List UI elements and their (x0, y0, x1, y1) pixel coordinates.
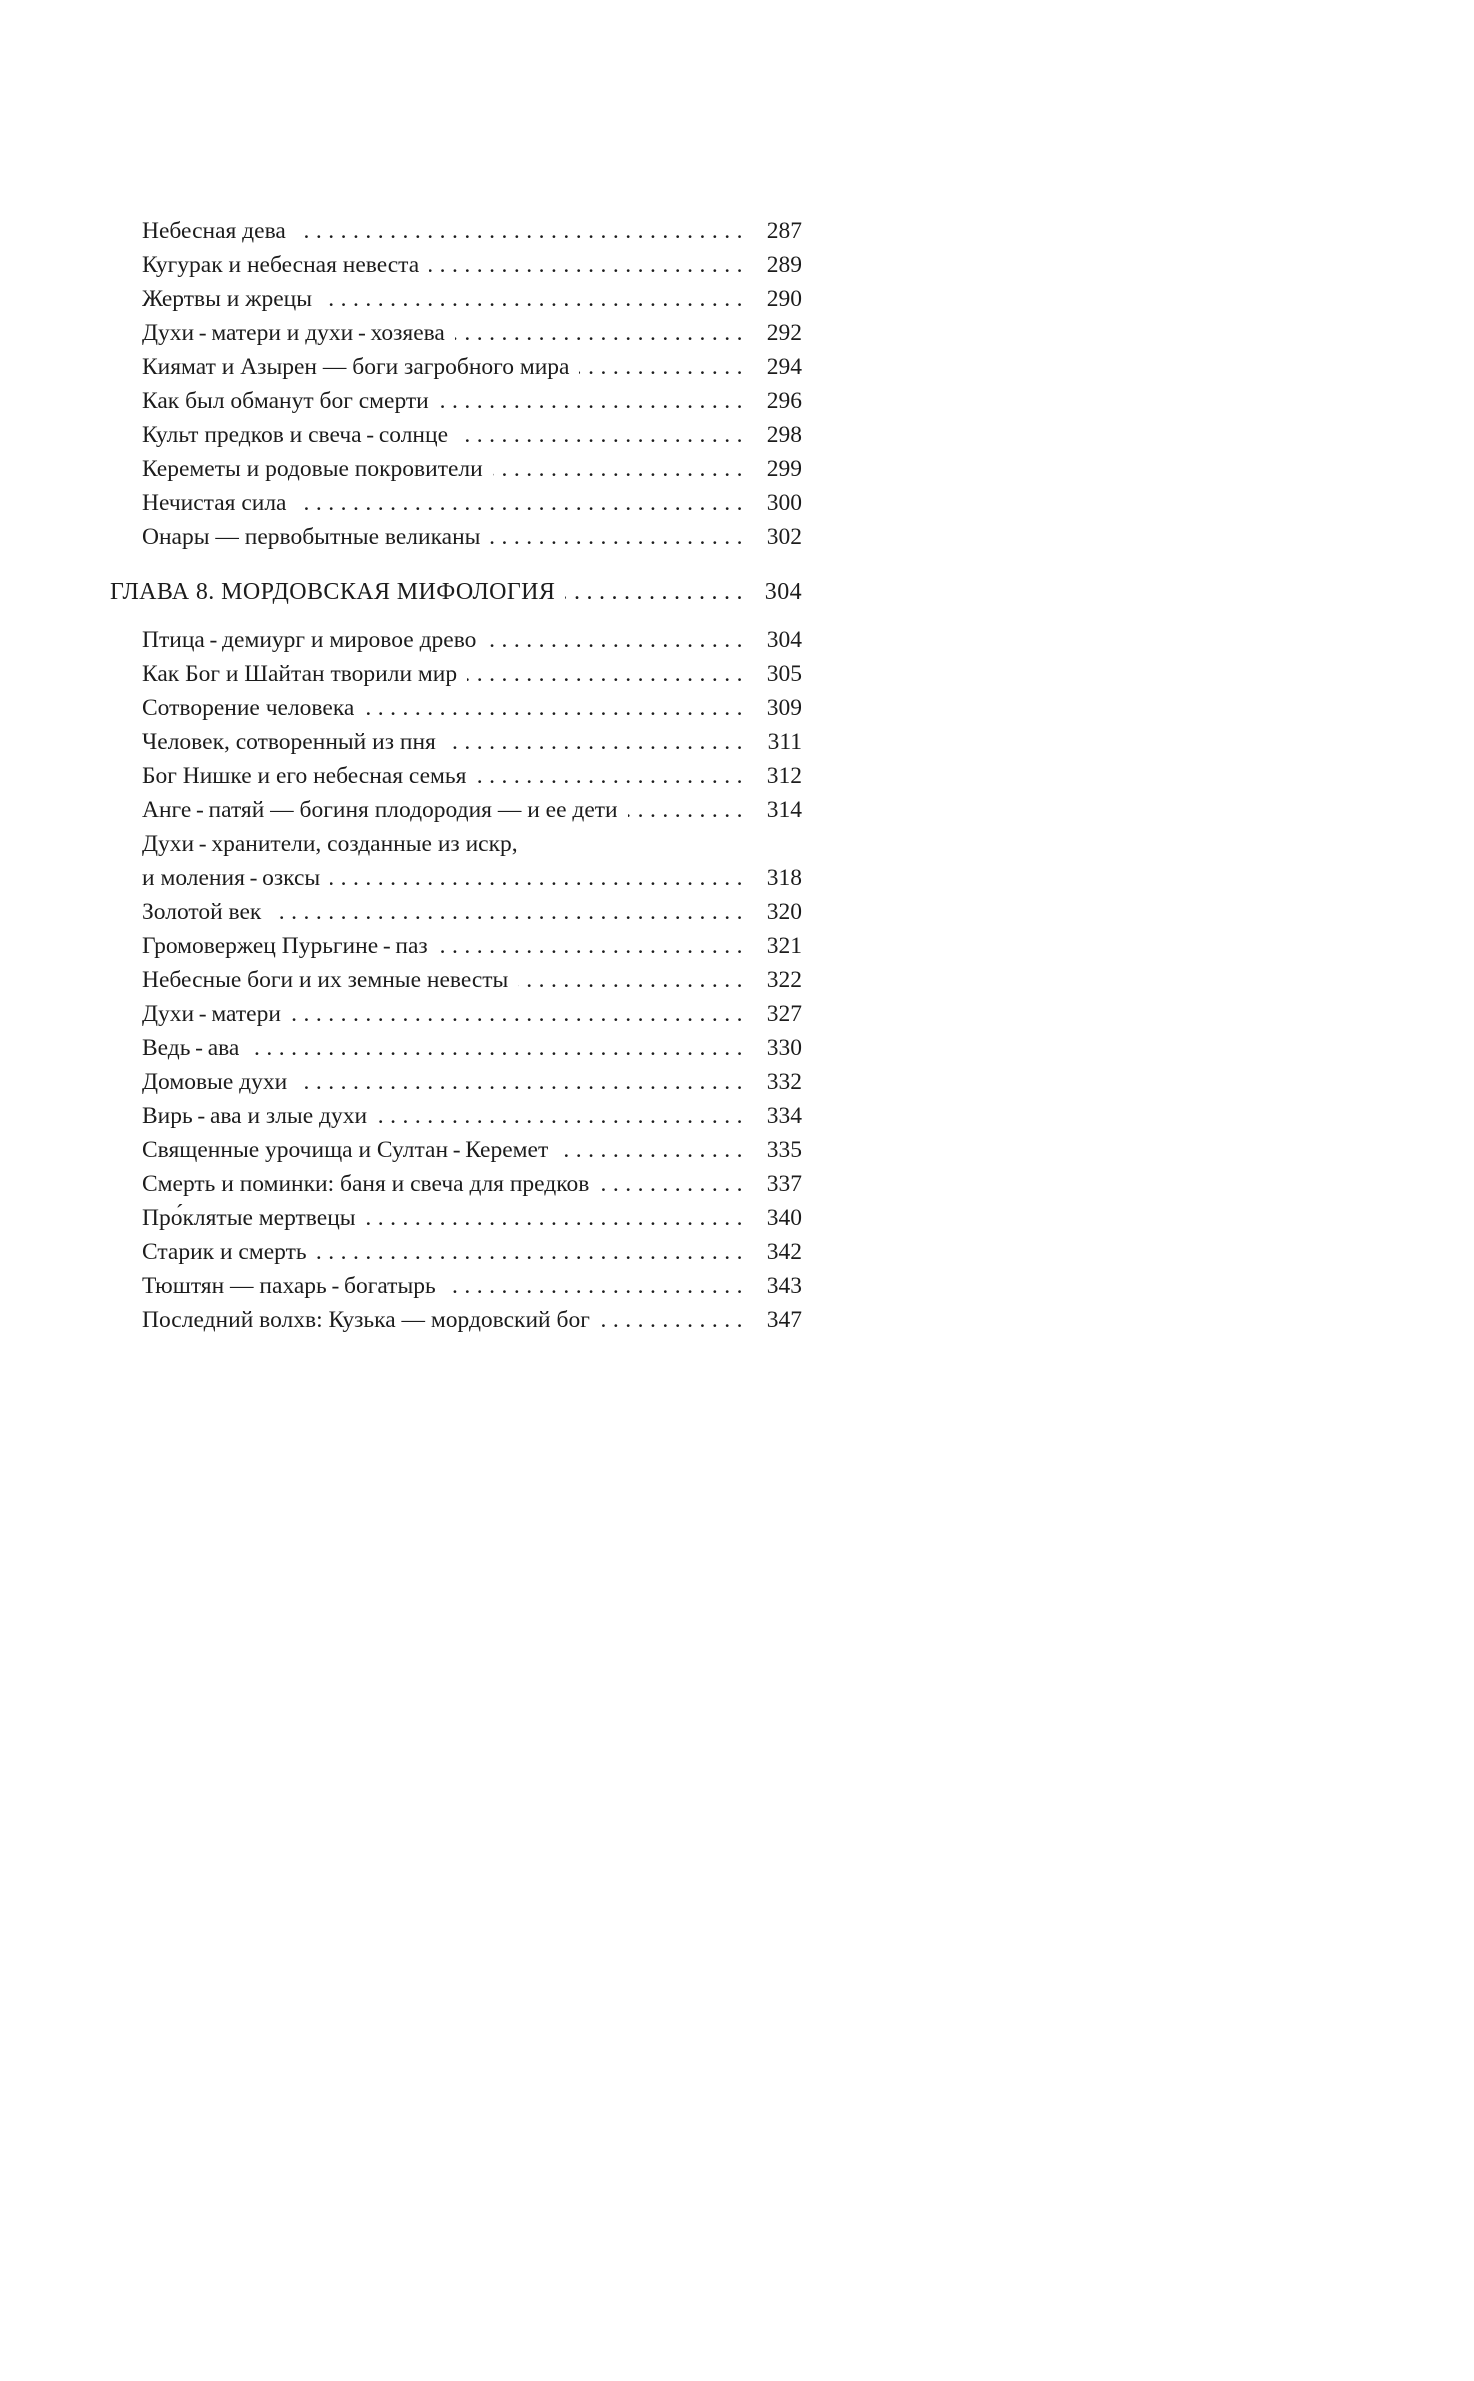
toc-entry-page: 305 (766, 661, 802, 687)
toc-entry-title: Золотой век (142, 899, 262, 925)
toc-entry-title: Духи - матери и духи - хозяева (142, 320, 445, 346)
toc-entry (110, 214, 802, 248)
toc-entry-page: 296 (766, 388, 802, 414)
toc-entry (110, 1167, 802, 1201)
toc-entry-title: Жертвы и жрецы (142, 286, 312, 312)
toc-entry-title: Анге - патяй — богиня плодородия — и ее дети (142, 797, 618, 823)
toc-entry-page: 287 (766, 218, 802, 244)
toc-entry (110, 418, 802, 452)
dot-leader (317, 1235, 749, 1269)
toc-entry-page: 332 (766, 1069, 802, 1095)
toc-entry-title: Бог Нишке и его небесная семья (142, 763, 467, 789)
toc-entry (110, 861, 802, 895)
dot-leader (291, 997, 749, 1031)
toc-entry-title: Духи - хранители, созданные из искр, (142, 831, 518, 857)
toc-entry-title: и моления - озксы (142, 865, 321, 891)
dot-leader (628, 793, 749, 827)
toc-entry-page: 340 (766, 1205, 802, 1231)
dot-leader (330, 861, 749, 895)
dot-leader (490, 520, 749, 554)
toc-entry (110, 895, 802, 929)
toc-entry-page: 311 (767, 729, 802, 755)
toc-entry-page: 335 (766, 1137, 802, 1163)
dot-leader (455, 316, 749, 350)
toc-entry-title: Киямат и Азырен — боги загробного мира (142, 354, 570, 380)
dot-leader (458, 418, 749, 452)
dot-leader (600, 1303, 749, 1337)
dot-leader (599, 1167, 749, 1201)
toc-entry-title: Небесные боги и их земные невесты (142, 967, 509, 993)
toc-entry-page: 289 (766, 252, 802, 278)
toc-entry-page: 302 (766, 524, 802, 550)
toc-entry-title: Ведь - ава (142, 1035, 240, 1061)
toc-entry-page: 314 (766, 797, 802, 823)
toc-entry-title: Как Бог и Шайтан творили мир (142, 661, 458, 687)
toc-entry (110, 1065, 802, 1099)
toc-entry-title: Домовые духи (142, 1069, 288, 1095)
toc-entry-page: 298 (766, 422, 802, 448)
toc-entry (110, 1031, 802, 1065)
dot-leader (249, 1031, 749, 1065)
dot-leader (366, 1201, 749, 1235)
toc-entry-page: 320 (766, 899, 802, 925)
toc-entry-page: 327 (766, 1001, 802, 1027)
toc-entry (110, 997, 802, 1031)
dot-leader (565, 575, 749, 609)
toc-entry (110, 623, 802, 657)
toc-entry-title: Духи - матери (142, 1001, 281, 1027)
toc-entry-page: 299 (766, 456, 802, 482)
toc-entry (110, 725, 802, 759)
toc-entry-first-line (110, 827, 802, 861)
toc-entry (110, 691, 802, 725)
toc-entry (110, 963, 802, 997)
dot-leader (518, 963, 749, 997)
toc-entry (110, 520, 802, 554)
chapter-heading (110, 575, 802, 609)
toc-entry-title: Онары — первобытные великаны (142, 524, 481, 550)
toc-entry-title: Человек, сотворенный из пня (142, 729, 436, 755)
toc-entry-page: 334 (766, 1103, 802, 1129)
toc-entry-title: Старик и смерть (142, 1239, 307, 1265)
toc-entry-title: Кереметы и родовые покровители (142, 456, 483, 482)
toc-entry-title: Громовержец Пурьгине - паз (142, 933, 428, 959)
dot-leader (493, 452, 749, 486)
toc-entry-page: 309 (766, 695, 802, 721)
dot-leader (438, 929, 749, 963)
dot-leader (364, 691, 749, 725)
toc-entry-page: 294 (766, 354, 802, 380)
chapter-heading-title: ГЛАВА 8. МОРДОВСКАЯ МИФОЛОГИЯ (110, 579, 556, 605)
toc-entry (110, 452, 802, 486)
toc-entry-page: 342 (766, 1239, 802, 1265)
toc-entry-page: 343 (766, 1273, 802, 1299)
toc-entry (110, 1201, 802, 1235)
toc-entry-title: Тюштян — пахарь - богатырь (142, 1273, 436, 1299)
toc-entry-page: 347 (766, 1307, 802, 1333)
toc-entry (110, 657, 802, 691)
toc-entry (110, 316, 802, 350)
toc-entry-title: Сотворение человека (142, 695, 355, 721)
toc-entry-page: 337 (766, 1171, 802, 1197)
toc-entry (110, 1269, 802, 1303)
dot-leader (297, 1065, 749, 1099)
toc-entry-page: 322 (766, 967, 802, 993)
toc-entry-title: Кугурак и небесная невеста (142, 252, 420, 278)
toc-entry-title: Нечистая сила (142, 490, 287, 516)
dot-leader (467, 657, 749, 691)
dot-leader (271, 895, 749, 929)
toc-entry-page: 318 (766, 865, 802, 891)
toc-entry-title: Небесная дева (142, 218, 286, 244)
toc-entry-title: Последний волхв: Кузька — мордовский бог (142, 1307, 590, 1333)
toc-entry (110, 248, 802, 282)
toc-entry (110, 793, 802, 827)
toc-entry-page: 312 (766, 763, 802, 789)
toc-entry (110, 282, 802, 316)
dot-leader (446, 725, 749, 759)
dot-leader (579, 350, 749, 384)
toc-entry (110, 486, 802, 520)
toc-entry (110, 759, 802, 793)
dot-leader (476, 759, 749, 793)
dot-leader (296, 214, 749, 248)
toc-entry-page: 290 (766, 286, 802, 312)
toc-entry (110, 1133, 802, 1167)
dot-leader (558, 1133, 749, 1167)
toc-entry (110, 1099, 802, 1133)
toc-entry (110, 1303, 802, 1337)
toc-entry (110, 384, 802, 418)
toc-entry-title: Священные урочища и Султан - Керемет (142, 1137, 549, 1163)
dot-leader (322, 282, 749, 316)
toc-entry (110, 350, 802, 384)
toc-entry-title: Про́клятые мертвецы (142, 1205, 356, 1231)
dot-leader (429, 248, 749, 282)
toc-entry-title: Птица - демиург и мировое древо (142, 627, 477, 653)
dot-leader (486, 623, 749, 657)
toc-entry-page: 292 (766, 320, 802, 346)
toc-entry-page: 321 (766, 933, 802, 959)
toc (110, 214, 802, 1337)
toc-entry (110, 1235, 802, 1269)
toc-entry-title: Вирь - ава и злые духи (142, 1103, 368, 1129)
toc-entry-title: Смерть и поминки: баня и свеча для предков (142, 1171, 590, 1197)
chapter-heading-page: 304 (764, 579, 802, 605)
dot-leader (377, 1099, 749, 1133)
toc-entry-page: 304 (766, 627, 802, 653)
toc-entry-title: Как был обманут бог смерти (142, 388, 429, 414)
toc-entry (110, 929, 802, 963)
dot-leader (296, 486, 749, 520)
toc-entry-page: 300 (766, 490, 802, 516)
dot-leader (446, 1269, 749, 1303)
toc-entry-title: Культ предков и свеча - солнце (142, 422, 449, 448)
toc-entry-page: 330 (766, 1035, 802, 1061)
dot-leader (439, 384, 749, 418)
